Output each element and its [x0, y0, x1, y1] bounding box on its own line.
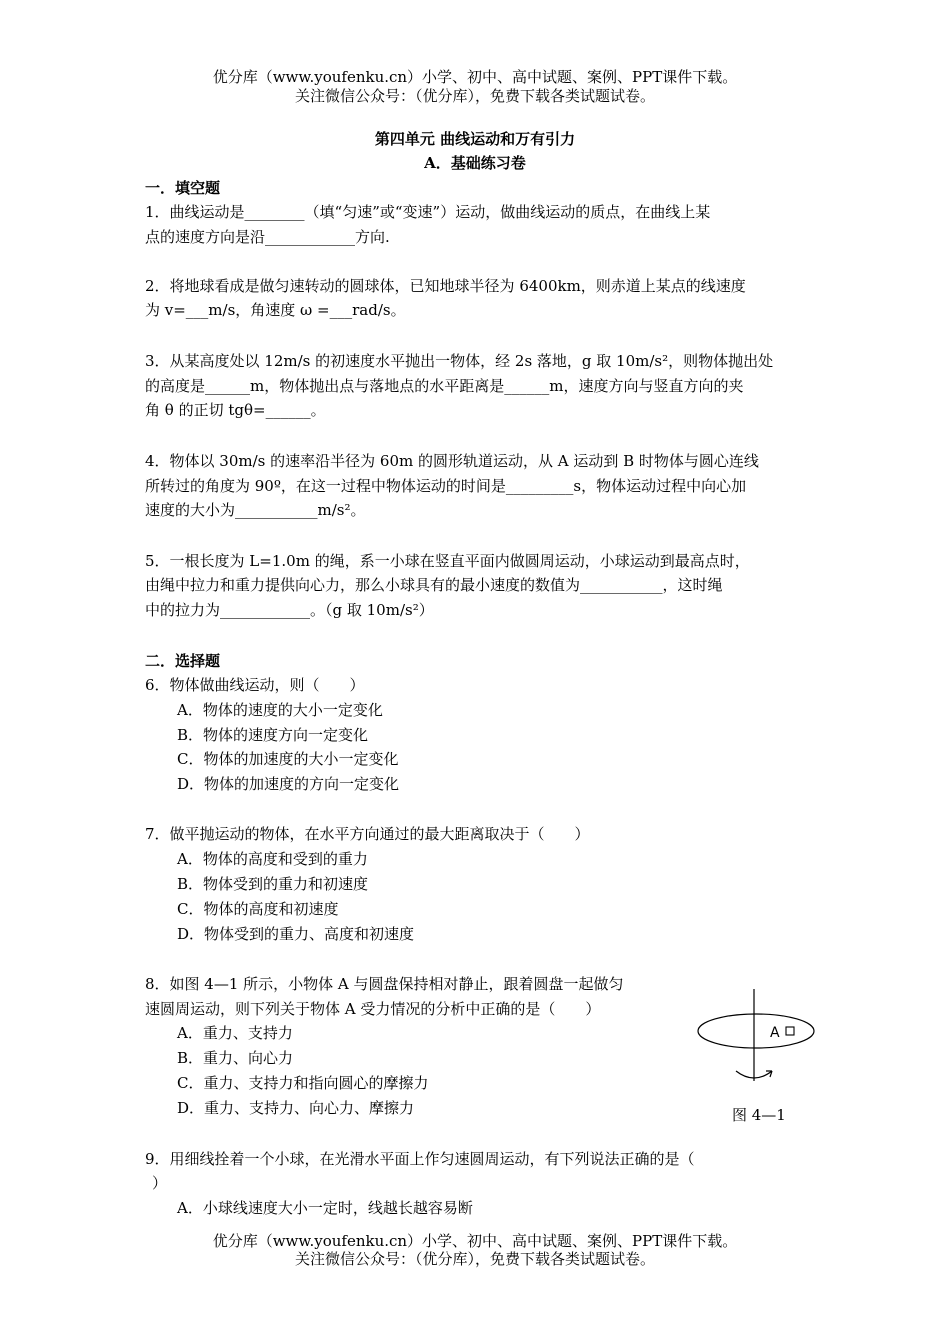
question-1-line-1: 1．曲线运动是________（填“匀速”或“变速”）运动，做曲线运动的质点，在曲线上某 — [145, 203, 711, 221]
question-3-line-1: 3．从某高度处以 12m/s 的初速度水平抛出一物体，经 2s 落地，g 取 10m/s²，则物体抛出处 — [145, 352, 774, 370]
question-2-line-2: 为 v=___m/s，角速度 ω =___rad/s。 — [145, 301, 406, 319]
question-5-line-2: 由绳中拉力和重力提供向心力，那么小球具有的最小速度的数值为___________，这时绳 — [145, 576, 723, 594]
question-4-line-3: 速度的大小为___________m/s²。 — [145, 501, 366, 519]
question-8-option-d: D．重力、支持力、向心力、摩擦力 — [177, 1099, 415, 1117]
question-7-option-b: B．物体受到的重力和初速度 — [177, 875, 369, 893]
section-heading-fill-in: 一．填空题 — [145, 179, 221, 197]
question-1-line-2: 点的速度方向是沿____________方向. — [145, 228, 390, 246]
question-5-line-3: 中的拉力为____________。（g 取 10m/s²） — [145, 601, 434, 619]
object-a-square — [786, 1027, 794, 1035]
disk-ellipse — [698, 1014, 814, 1048]
object-a-label: A — [770, 1025, 780, 1041]
question-3-line-3: 角 θ 的正切 tgθ=______。 — [145, 401, 326, 419]
question-7-stem: 7．做平抛运动的物体，在水平方向通过的最大距离取决于（ ） — [145, 825, 590, 843]
question-5-line-1: 5．一根长度为 L=1.0m 的绳，系一小球在竖直平面内做圆周运动，小球运动到最高点时， — [145, 552, 750, 570]
figure-4-1-disk-diagram — [690, 985, 820, 1100]
footer-line-2: 关注微信公众号：（优分库），免费下载各类试题试卷。 — [294, 1250, 655, 1268]
question-9-option-a: A．小球线速度大小一定时，线越长越容易断 — [177, 1199, 473, 1217]
question-6-option-c: C．物体的加速度的大小一定变化 — [177, 750, 399, 768]
question-3-line-2: 的高度是______m，物体抛出点与落地点的水平距离是______m，速度方向与竖直方向的夹 — [145, 377, 744, 395]
question-6-option-a: A．物体的速度的大小一定变化 — [177, 701, 383, 719]
page-subtitle: A．基础练习卷 — [424, 154, 526, 172]
header-line-2: 关注微信公众号：（优分库），免费下载各类试题试卷。 — [294, 87, 655, 105]
question-8-stem-line-1: 8．如图 4—1 所示，小物体 A 与圆盘保持相对静止，跟着圆盘一起做匀 — [145, 975, 624, 993]
question-2-line-1: 2．将地球看成是做匀速转动的圆球体，已知地球半径为 6400km，则赤道上某点的线速度 — [145, 277, 746, 295]
question-7-option-a: A．物体的高度和受到的重力 — [177, 850, 368, 868]
question-9-stem-line-2: ） — [152, 1174, 168, 1192]
footer-line-1: 优分库（www.youfenku.cn）小学、初中、高中试题、案例、PPT课件下载。 — [212, 1232, 738, 1250]
question-6-option-d: D．物体的加速度的方向一定变化 — [177, 775, 400, 793]
header-line-1: 优分库（www.youfenku.cn）小学、初中、高中试题、案例、PPT课件下载。 — [212, 68, 738, 86]
question-8-option-a: A．重力、支持力 — [177, 1024, 293, 1042]
figure-caption: 图 4—1 — [732, 1106, 786, 1124]
question-6-option-b: B．物体的速度方向一定变化 — [177, 726, 369, 744]
question-8-option-c: C．重力、支持力和指向圆心的摩擦力 — [177, 1074, 429, 1092]
question-6-stem: 6．物体做曲线运动，则（ ） — [145, 676, 365, 694]
question-8-option-b: B．重力、向心力 — [177, 1049, 294, 1067]
question-7-option-c: C．物体的高度和初速度 — [177, 900, 339, 918]
question-7-option-d: D．物体受到的重力、高度和初速度 — [177, 925, 415, 943]
page-title: 第四单元 曲线运动和万有引力 — [374, 130, 576, 148]
question-9-stem-line-1: 9．用细线拴着一个小球，在光滑水平面上作匀速圆周运动，有下列说法正确的是（ — [145, 1150, 695, 1168]
section-heading-choice: 二．选择题 — [145, 652, 221, 670]
question-8-stem-line-2: 速圆周运动，则下列关于物体 A 受力情况的分析中正确的是（ ） — [145, 1000, 601, 1018]
question-4-line-2: 所转过的角度为 90º，在这一过程中物体运动的时间是_________s，物体运动过程中向心加 — [145, 477, 747, 495]
question-4-line-1: 4．物体以 30m/s 的速率沿半径为 60m 的圆形轨道运动，从 A 运动到 B 时物体与圆心连线 — [145, 452, 759, 470]
